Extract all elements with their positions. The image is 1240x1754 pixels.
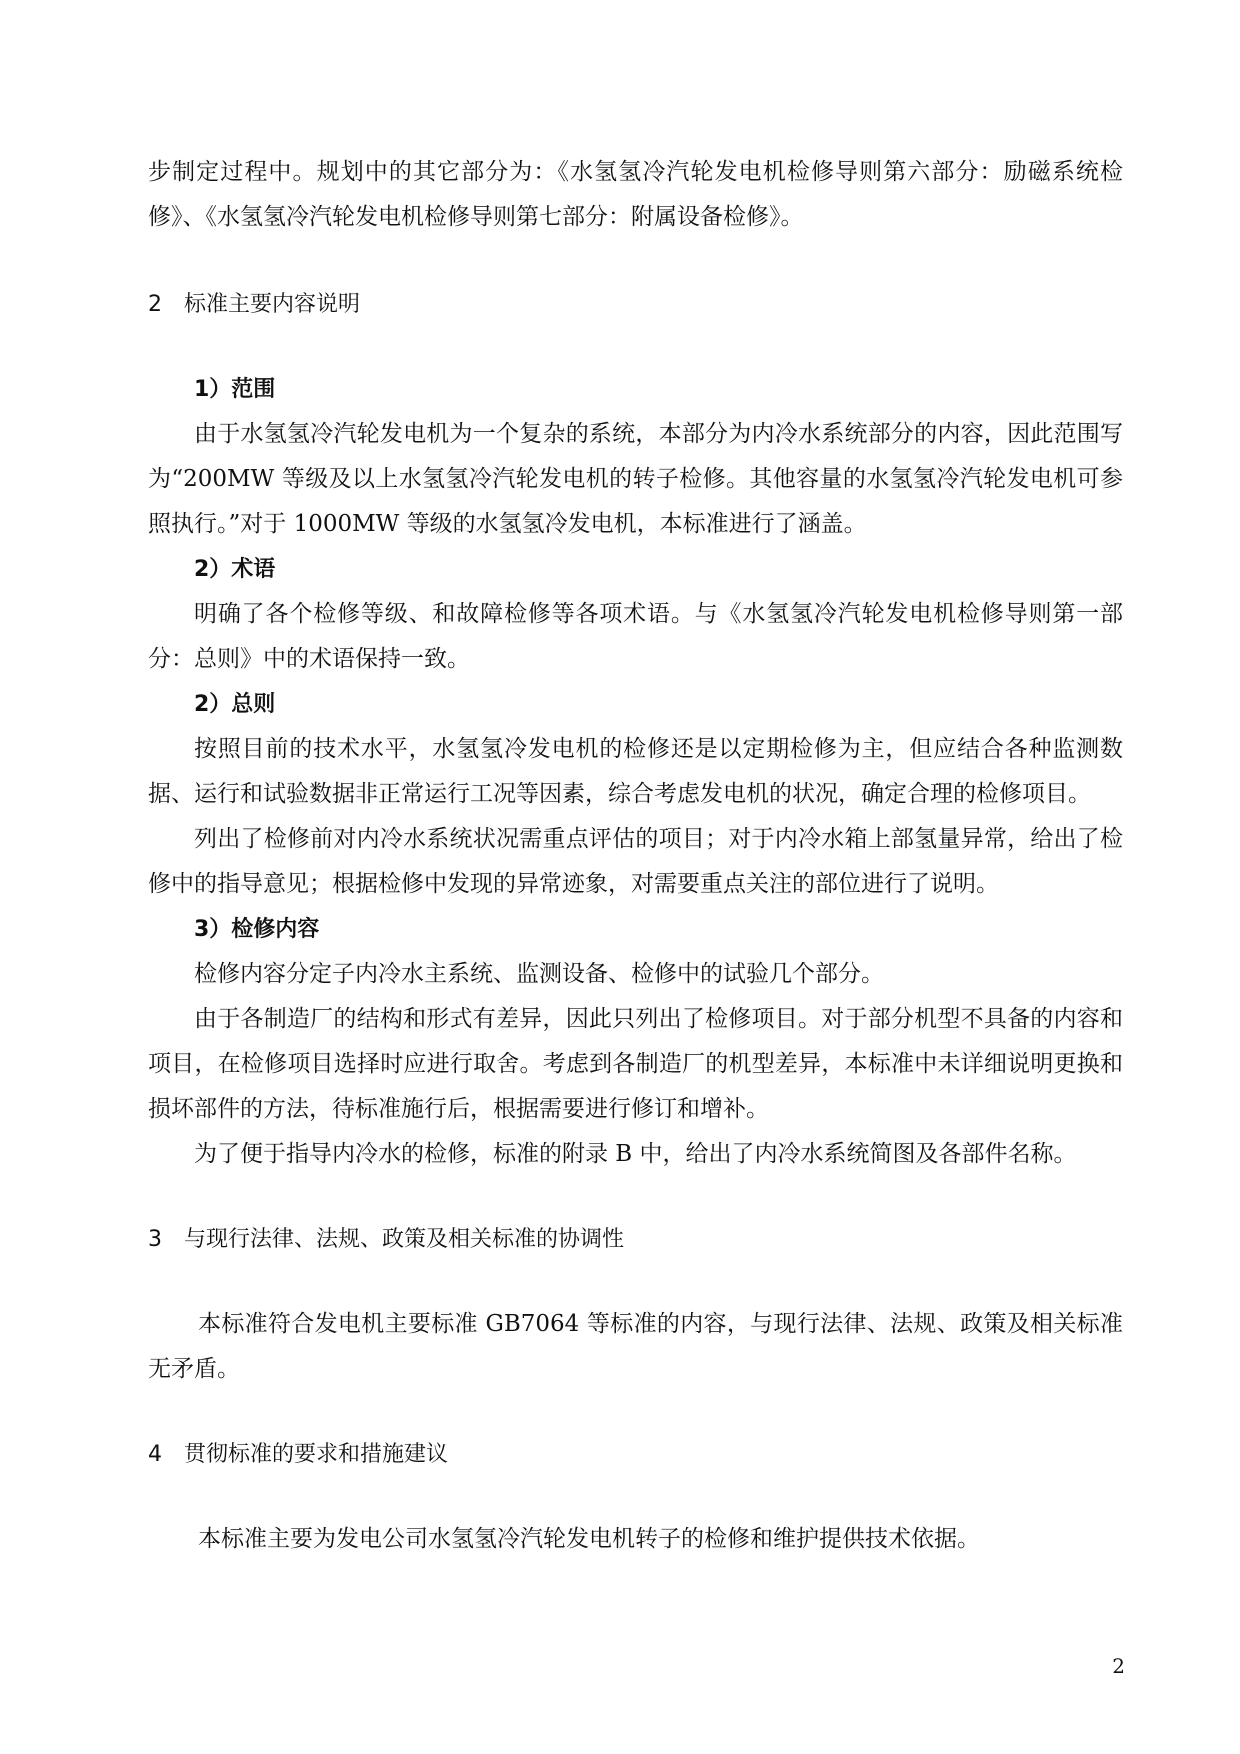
- terms-paragraph: 明确了各个检修等级、和故障检修等各项术语。与《水氢氢冷汽轮发电机检修导则第一部分：总则》中的术语保持一致。: [148, 601, 1123, 672]
- section-number: 3: [148, 1227, 162, 1252]
- section-title: 与现行法律、法规、政策及相关标准的协调性: [184, 1227, 625, 1252]
- intro-paragraph: 步制定过程中。规划中的其它部分为：《水氢氢冷汽轮发电机检修导则第六部分：励磁系统检修》、《水氢氢冷汽轮发电机检修导则第七部分：附属设备检修》。: [148, 159, 1123, 230]
- section-title: 贯彻标准的要求和措施建议: [184, 1442, 449, 1467]
- subsection-scope-heading: 1）范围: [194, 377, 276, 402]
- content-paragraph-3: 为了便于指导内冷水的检修，标准的附录 B 中，给出了内冷水系统简图及各部件名称。: [194, 1141, 1077, 1167]
- section-number: 2: [148, 292, 162, 317]
- section-4-heading: [148, 1432, 1123, 1477]
- general-paragraph-1: 按照目前的技术水平，水氢氢冷发电机的检修还是以定期检修为主，但应结合各种监测数据、运行和试验数据非正常运行工况等因素，综合考虑发电机的状况，确定合理的检修项目。: [148, 736, 1123, 807]
- section-title: 标准主要内容说明: [184, 292, 361, 317]
- subsection-general-heading: 2）总则: [194, 692, 276, 717]
- section-3-heading: [148, 1217, 1123, 1262]
- scope-paragraph: 由于水氢氢冷汽轮发电机为一个复杂的系统，本部分为内冷水系统部分的内容，因此范围写为“200MW 等级及以上水氢氢冷汽轮发电机的转子检修。其他容量的水氢氢冷汽轮发电机可参照执行。”对于 1000MW 等级的水氢氢冷发电机，本标准进行了涵盖。: [148, 421, 1123, 537]
- implementation-paragraph: 本标准主要为发电公司水氢氢冷汽轮发电机转子的检修和维护提供技术依据。: [198, 1526, 980, 1552]
- coordination-paragraph: 本标准符合发电机主要标准 GB7064 等标准的内容，与现行法律、法规、政策及相关标准无矛盾。: [148, 1311, 1123, 1382]
- subsection-terms-heading: 2）术语: [194, 557, 276, 582]
- general-paragraph-2: 列出了检修前对内冷水系统状况需重点评估的项目；对于内冷水箱上部氢量异常，给出了检修中的指导意见；根据检修中发现的异常迹象，对需要重点关注的部位进行了说明。: [148, 826, 1123, 897]
- section-2-heading: [148, 282, 1123, 327]
- content-paragraph-2: 由于各制造厂的结构和形式有差异，因此只列出了检修项目。对于部分机型不具备的内容和项目，在检修项目选择时应进行取舍。考虑到各制造厂的机型差异，本标准中未详细说明更换和损坏部件的方法，待标准施行后，根据需要进行修订和增补。: [148, 1006, 1123, 1122]
- content-paragraph-1: 检修内容分定子内冷水主系统、监测设备、检修中的试验几个部分。: [194, 961, 884, 987]
- document-body: [148, 150, 1123, 1562]
- page-number: 2: [1112, 1654, 1125, 1678]
- subsection-content-heading: 3）检修内容: [194, 917, 320, 942]
- section-number: 4: [148, 1442, 162, 1467]
